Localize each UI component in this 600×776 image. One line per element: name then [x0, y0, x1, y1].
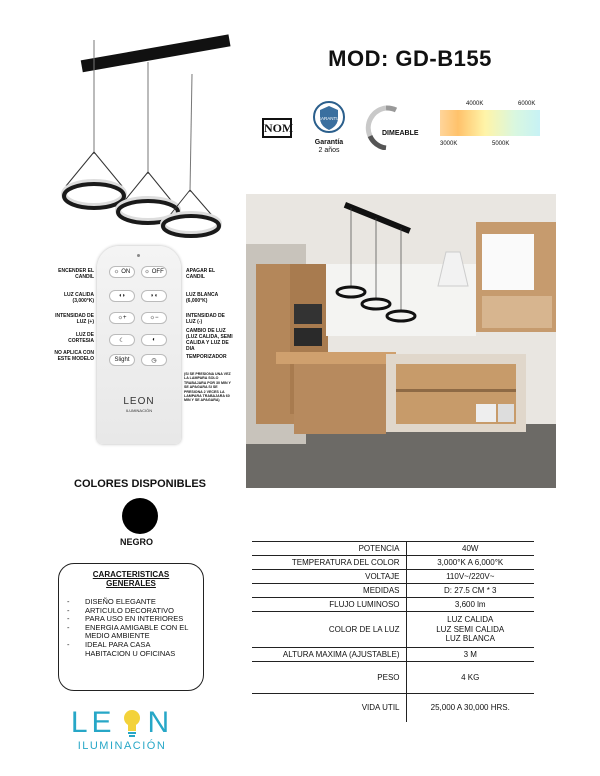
table-row: COLOR DE LA LUZ LUZ CALIDA LUZ SEMI CALIDA LUZ BLANCA	[252, 612, 534, 648]
list-item: - ARTICULO DECORATIVO	[67, 607, 195, 616]
brightness-up-icon: ☼+	[117, 315, 127, 321]
logo-text-right: N	[147, 706, 174, 739]
table-row: POTENCIA 40W	[252, 542, 534, 556]
specs-table	[252, 541, 534, 722]
temp-label-6000: 6000K	[518, 101, 536, 107]
kitchen-scene-photo	[246, 194, 556, 488]
list-item: - PARA USO EN INTERIORES	[67, 615, 195, 624]
temp-label-5000: 5000K	[492, 141, 510, 147]
remote-label-warm: LUZ CALIDA (3,000°K)	[64, 292, 94, 304]
logo-subtitle: ILUMINACIÓN	[77, 740, 167, 752]
remote-on-button[interactable]: ☼ ON	[109, 266, 135, 278]
nom-certification-logo: NOM	[262, 118, 292, 138]
remote-slight-button[interactable]: Slight	[109, 354, 135, 366]
color-cycle-icon: ◐	[152, 337, 156, 343]
remote-courtesy-button[interactable]	[109, 334, 135, 346]
remote-label-timer: TEMPORIZADOR	[186, 354, 227, 360]
clock-icon: ◷	[151, 357, 157, 364]
features-title: CARACTERISTICAS GENERALES	[92, 570, 170, 588]
temp-label-3000: 3000K	[440, 141, 458, 147]
warranty-label: Garantía	[314, 139, 344, 146]
remote-brand-sub: ILUMINACIÓN	[125, 408, 153, 413]
table-row: MEDIDAS D: 27.5 CM * 3	[252, 584, 534, 598]
remote-brightness-down-button[interactable]	[141, 312, 167, 324]
temp-label-4000: 4000K	[466, 101, 484, 107]
table-row: VIDA UTIL 25,000 A 30,000 HRS.	[252, 694, 534, 722]
table-row: FLUJO LUMINOSO 3,600 lm	[252, 598, 534, 612]
warranty-shield-icon	[312, 100, 346, 134]
remote-brand: LEON	[123, 396, 155, 407]
color-temperature-gradient	[440, 110, 540, 136]
product-pendant-illustration	[44, 14, 240, 240]
remote-led	[137, 254, 140, 257]
table-row: PESO 4 KG	[252, 662, 534, 694]
remote-brightness-up-button[interactable]	[109, 312, 135, 324]
warranty-badge-text: GARANTIA	[317, 116, 341, 121]
sun-icon: ☼	[113, 269, 120, 275]
ring-lamp-3	[163, 190, 219, 236]
remote-label-color-change: CAMBIO DE LUZ (LUZ CALIDA, SEMI CALIDA Y LUZ DE DIA	[186, 328, 233, 352]
warranty-years: 2 años	[318, 147, 340, 154]
model-title: MOD: GD-B155	[328, 46, 492, 71]
remote-label-on: ENCENDER EL CANDIL	[58, 268, 94, 280]
remote-label-white: LUZ BLANCA (6,000°K)	[186, 292, 219, 304]
bulb-white-icon: ◗◖	[150, 293, 158, 299]
dimmable-icon	[364, 102, 424, 150]
remote-warm-light-button[interactable]	[109, 290, 135, 302]
dimmable-label: DIMEABLE	[382, 130, 419, 137]
remote-label-courtesy: LUZ DE CORTESIA	[68, 332, 94, 344]
colors-title: COLORES DISPONIBLES	[74, 478, 207, 490]
remote-white-light-button[interactable]	[141, 290, 167, 302]
features-list	[67, 598, 195, 658]
color-swatch-black	[122, 498, 158, 534]
bulb-warm-icon: ◖◗	[118, 293, 126, 299]
remote-label-not-applicable: NO APLICA CON ESTE MODELO	[54, 350, 94, 362]
remote-label-brightness-up: INTENSIDAD DE LUZ (+)	[55, 313, 94, 325]
remote-label-off: APAGAR EL CANDIL	[186, 268, 215, 280]
remote-off-button[interactable]: ☼ OFF	[141, 266, 167, 278]
table-row: ALTURA MAXIMA (AJUSTABLE) 3 M	[252, 648, 534, 662]
logo-text-left: LE	[70, 706, 116, 739]
brightness-down-icon: ☼−	[149, 315, 159, 321]
list-item: - ENERGIA AMIGABLE CON EL MEDIO AMBIENTE	[67, 624, 195, 641]
brand-logo	[62, 708, 182, 752]
warranty-badge	[312, 100, 346, 155]
remote-color-change-button[interactable]	[141, 334, 167, 346]
remote-control	[97, 246, 181, 444]
remote-timer-note: (SI SE PRESIONA UNA VEZ LA LAMPARA SOLO TRABAJARA POR 30 MIN Y SE APAGARA SI SE PRESIONA 2 VECES LA LAMPARA TRABAJARA 60 MIN Y SE APAGARA)	[184, 372, 231, 403]
features-box	[58, 563, 204, 691]
list-item: - IDEAL PARA CASA HABITACION U OFICINAS	[67, 641, 195, 658]
moon-icon: ☾	[119, 337, 125, 344]
lightbulb-icon	[122, 708, 142, 738]
ring-lamp-1	[64, 152, 124, 208]
table-row: VOLTAJE 110V~/220V~	[252, 570, 534, 584]
remote-label-brightness-down: INTENSIDAD DE LUZ (-)	[186, 313, 225, 325]
list-item: - DISEÑO ELEGANTE	[67, 598, 195, 607]
color-name: NEGRO	[120, 537, 154, 547]
sun-icon: ☼	[144, 269, 150, 275]
table-row: TEMPERATURA DEL COLOR 3,000°K A 6,000°K	[252, 556, 534, 570]
remote-timer-button[interactable]	[141, 354, 167, 366]
